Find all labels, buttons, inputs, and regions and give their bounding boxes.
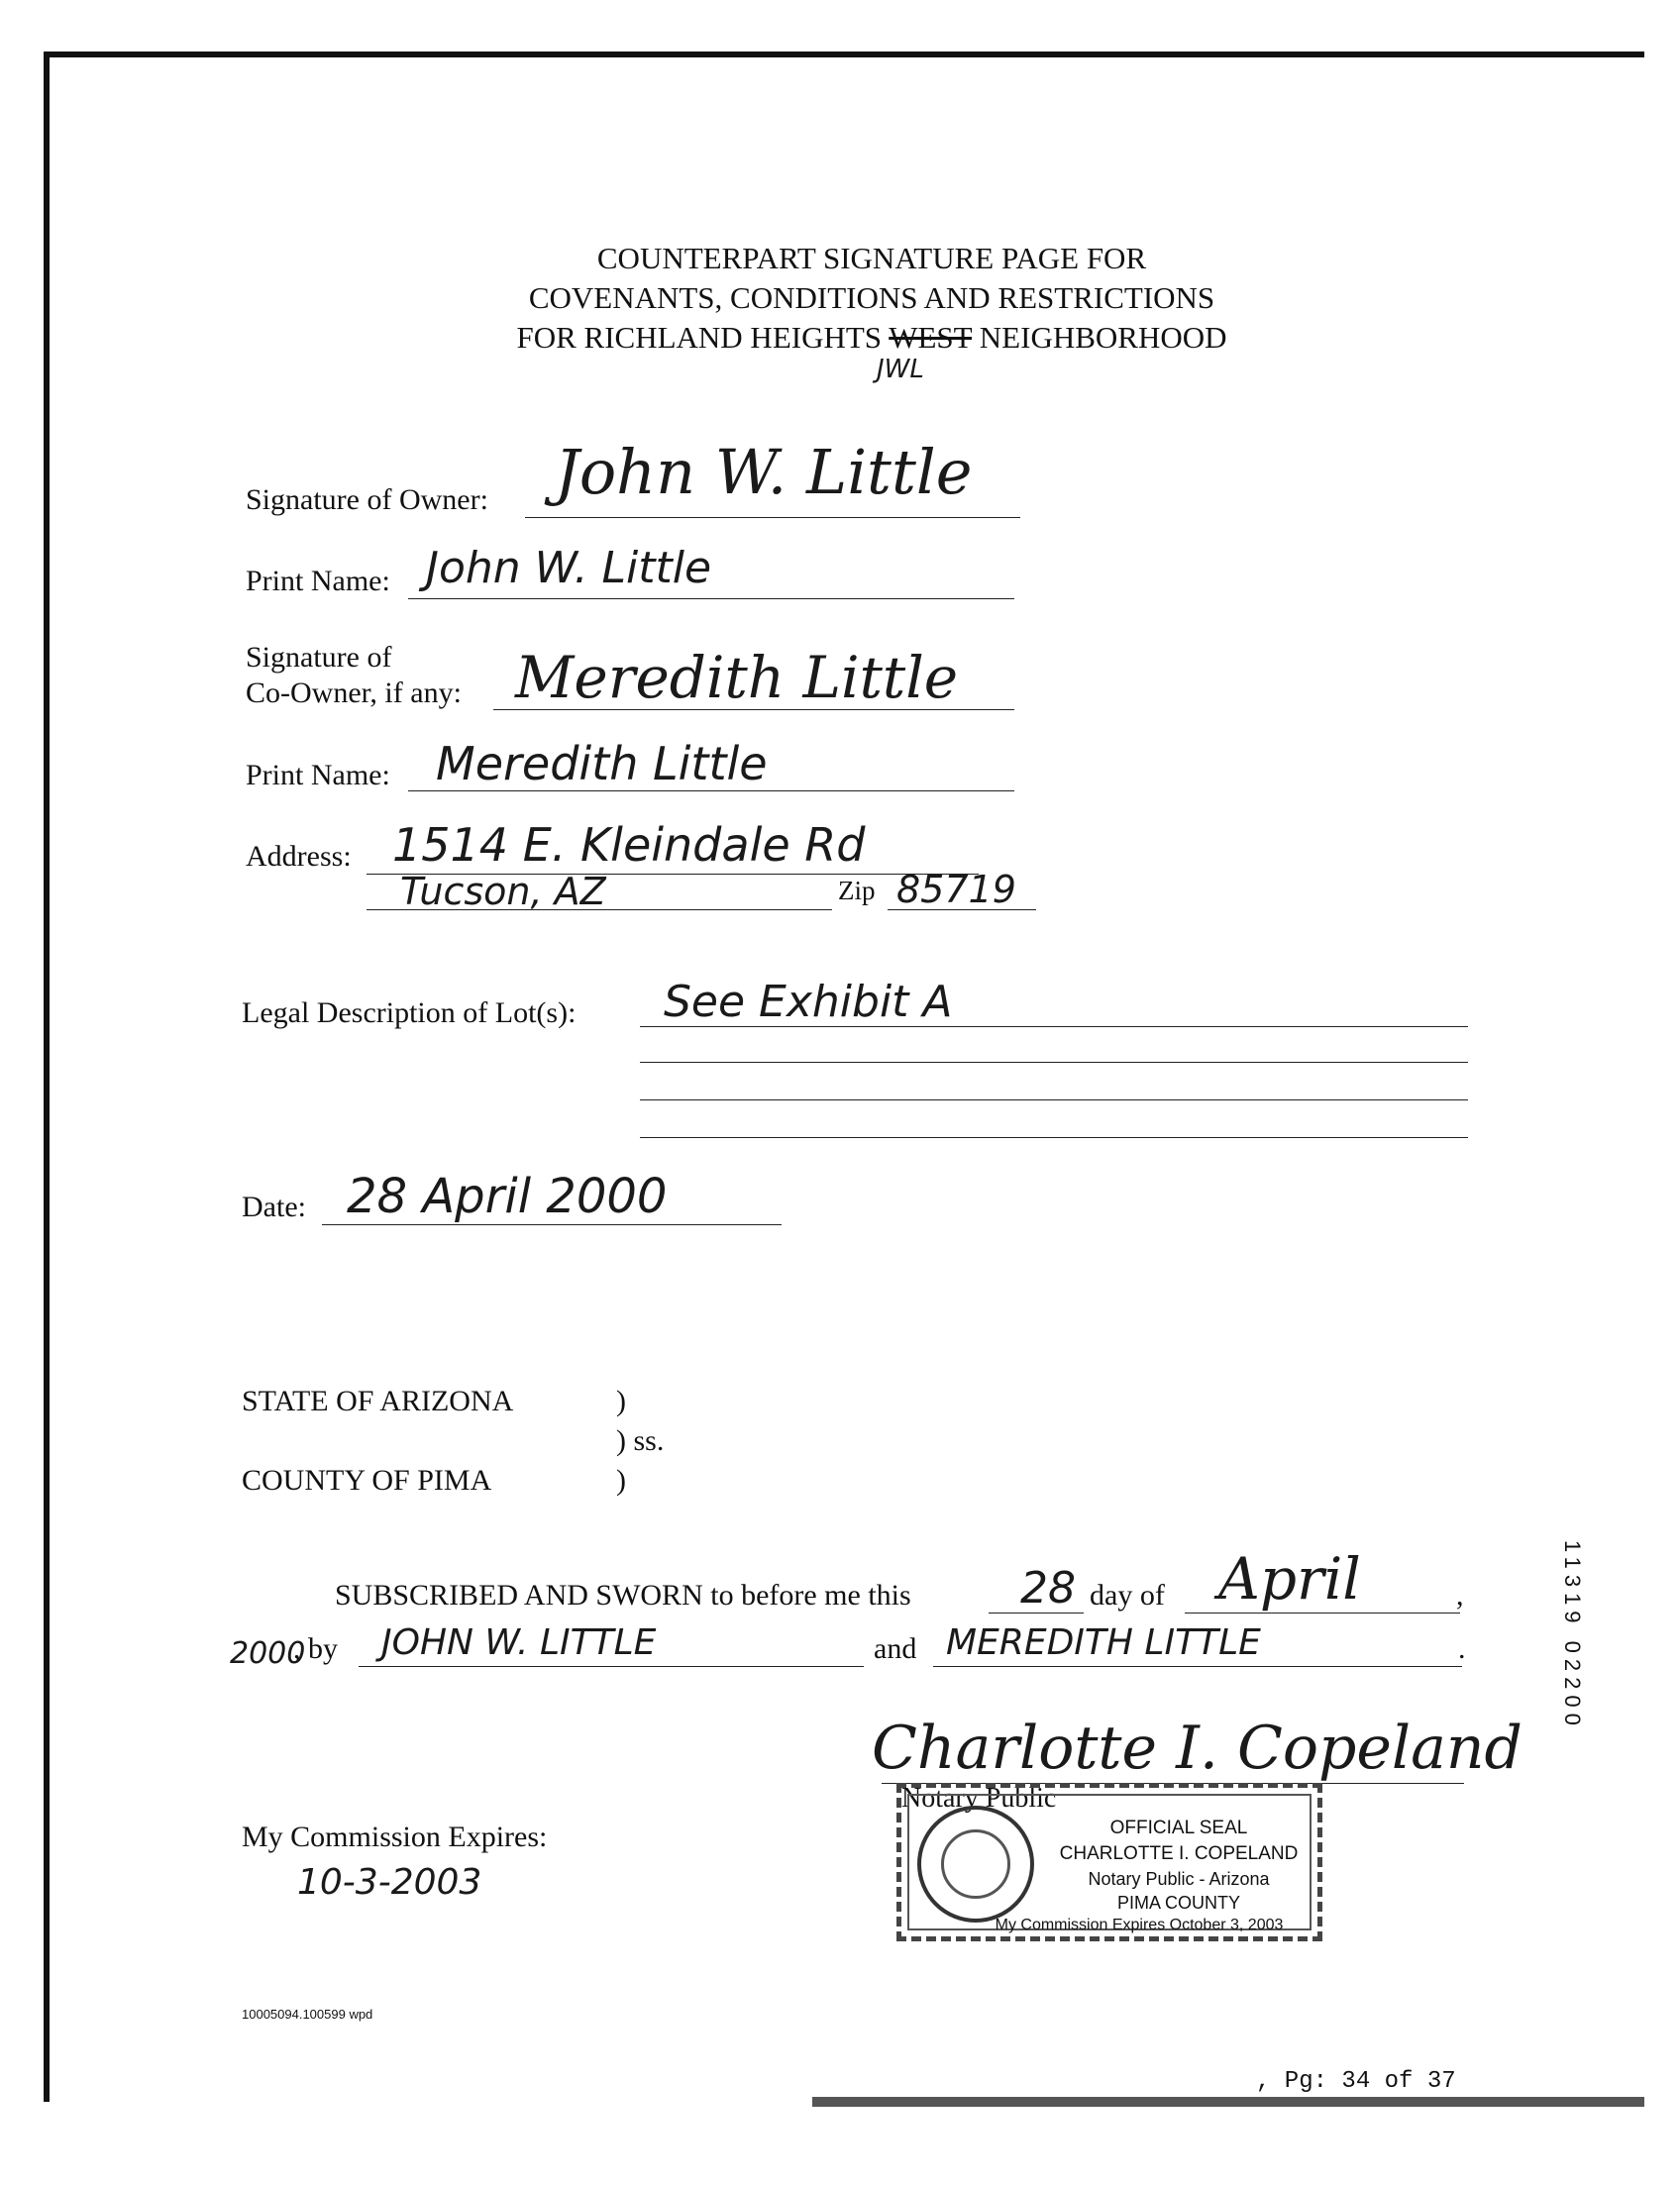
day-value: 28	[1020, 1563, 1076, 1614]
commission-date: 10-3-2003	[297, 1862, 482, 1903]
print-name-label-2: Print Name:	[246, 759, 390, 791]
by-label: , by	[293, 1632, 338, 1665]
name1-value: JOHN W. LITTLE	[381, 1622, 657, 1663]
name1-rule	[359, 1666, 864, 1667]
title-line-3-suffix: NEIGHBORHOOD	[972, 320, 1227, 355]
side-stamp: 11319 02200	[1560, 1540, 1585, 1731]
venue-ss: ) ss.	[616, 1424, 665, 1457]
legal-description-value: See Exhibit A	[664, 977, 953, 1027]
date-value: 28 April 2000	[347, 1169, 668, 1224]
title-struck-word: WEST	[889, 320, 973, 355]
legal-line-4	[640, 1137, 1468, 1138]
legal-description-label: Legal Description of Lot(s):	[242, 996, 577, 1029]
date-label: Date:	[242, 1191, 306, 1223]
address-label: Address:	[246, 840, 352, 873]
official-seal-stamp	[896, 1783, 1322, 1941]
month-value: April	[1218, 1545, 1361, 1613]
owner-signature: John W. Little	[555, 436, 973, 508]
name-period: .	[1458, 1632, 1466, 1665]
address-line-2: Tucson, AZ	[400, 870, 606, 913]
commission-label: My Commission Expires:	[242, 1821, 548, 1853]
and-label: and	[874, 1632, 917, 1665]
print-name-label: Print Name:	[246, 565, 390, 597]
owner-print-name-line	[408, 598, 1014, 599]
county-label: COUNTY OF PIMA	[242, 1464, 492, 1497]
title-initials: JWL	[877, 355, 924, 384]
seal-line-3: Notary Public - Arizona	[1088, 1869, 1270, 1889]
date-rule	[322, 1224, 782, 1225]
coowner-label-line2: Co-Owner, if any:	[246, 677, 462, 709]
owner-signature-line	[525, 517, 1020, 518]
month-comma: ,	[1456, 1579, 1464, 1612]
seal-line-2: CHARLOTTE I. COPELAND	[1059, 1843, 1299, 1864]
coowner-signature: Meredith Little	[515, 644, 959, 711]
day-of-label: day of	[1090, 1579, 1165, 1612]
title-line-3	[376, 319, 1367, 357]
legal-line-2	[640, 1062, 1468, 1063]
page-border-top	[50, 52, 1644, 57]
page-number: , Pg: 34 of 37	[1256, 2068, 1456, 2095]
title-line-1: COUNTERPART SIGNATURE PAGE FOR	[596, 241, 1147, 275]
page-border-bottom	[812, 2097, 1644, 2107]
page-border-left	[44, 52, 50, 2102]
seal-line-4: PIMA COUNTY	[1116, 1893, 1240, 1913]
title-line-2: COVENANTS, CONDITIONS AND RESTRICTIONS	[528, 280, 1215, 315]
state-label: STATE OF ARIZONA	[242, 1385, 514, 1417]
owner-signature-label: Signature of Owner:	[246, 483, 488, 516]
month-rule	[1185, 1613, 1460, 1614]
name2-value: MEREDITH LITTLE	[946, 1622, 1261, 1663]
seal-line-5: My Commission Expires October 3, 2003	[995, 1917, 1284, 1933]
coowner-print-name: Meredith Little	[436, 737, 768, 790]
owner-print-name: John W. Little	[426, 543, 712, 593]
venue-paren-3: )	[616, 1464, 626, 1497]
document-code: 10005094.100599 wpd	[242, 2007, 373, 2022]
coowner-print-name-line	[408, 790, 1014, 791]
notary-public-label: Notary Public	[901, 1783, 1057, 1814]
venue-paren-1: )	[616, 1385, 626, 1417]
zip-label: Zip	[838, 876, 876, 905]
year-value: 2000	[230, 1636, 306, 1671]
seal-emblem-inner-icon	[941, 1829, 1010, 1899]
name2-rule	[933, 1666, 1462, 1667]
coowner-label-line1: Signature of	[246, 641, 392, 674]
seal-line-1: OFFICIAL SEAL	[1109, 1818, 1248, 1838]
address-line-1: 1514 E. Kleindale Rd	[392, 818, 866, 872]
legal-line-3	[640, 1099, 1468, 1100]
notary-signature: Charlotte I. Copeland	[872, 1714, 1522, 1783]
zip-value: 85719	[896, 868, 1016, 911]
title-line-3-prefix: FOR RICHLAND HEIGHTS	[516, 320, 890, 355]
sworn-prefix: SUBSCRIBED AND SWORN to before me this	[335, 1579, 911, 1612]
